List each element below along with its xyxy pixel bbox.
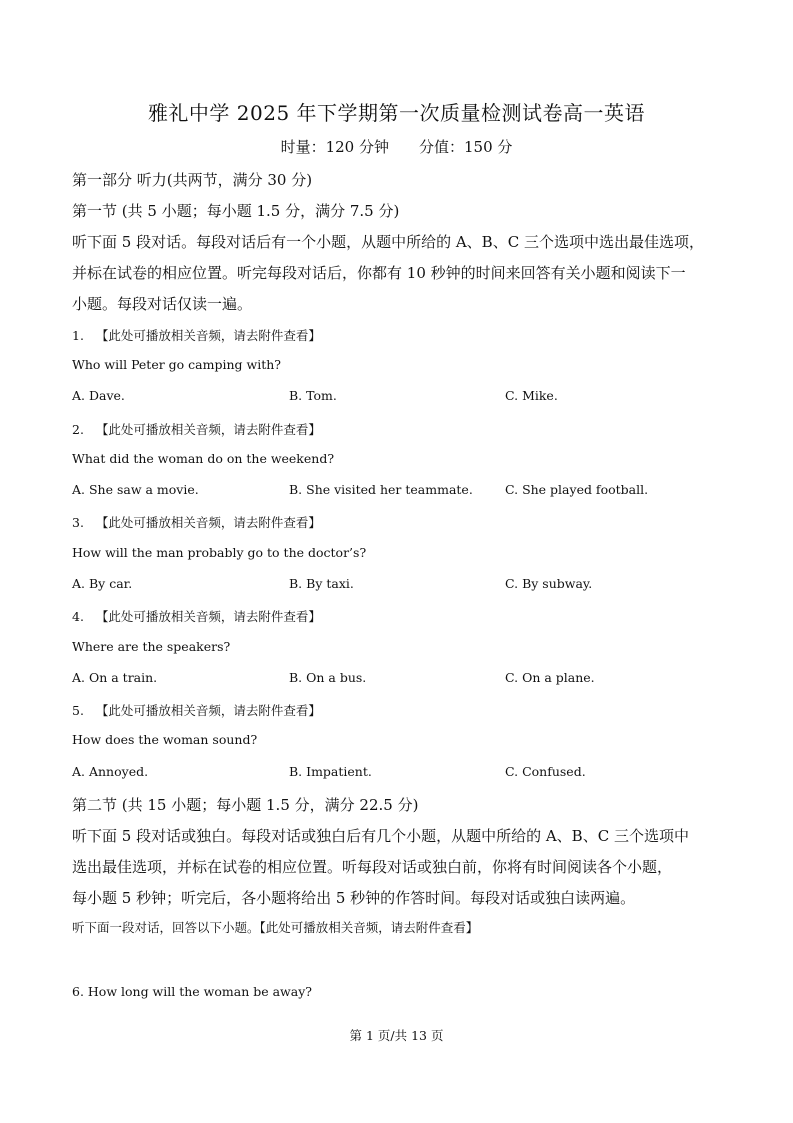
question-2-option-a: A. She saw a movie. (72, 482, 199, 497)
question-4-option-c: C. On a plane. (505, 670, 595, 685)
question-3-text: How will the man probably go to the doctor’s? (72, 545, 367, 560)
question-2-audio[interactable]: 2. 【此处可播放相关音频，请去附件查看】 (72, 422, 321, 437)
section2-instruction-line: 听下面 5 段对话或独白。每段对话或独白后有几个小题，从题中所给的 A、B、C 三个选项中 (72, 827, 689, 845)
question-1-audio[interactable]: 1. 【此处可播放相关音频，请去附件查看】 (72, 328, 321, 343)
question-3-option-a: A. By car. (72, 576, 133, 591)
question-6-text: 6. How long will the woman be away? (72, 984, 312, 999)
question-5-option-b: B. Impatient. (289, 764, 372, 779)
question-2-option-c: C. She played football. (505, 482, 649, 497)
section2-audio-note[interactable]: 听下面一段对话，回答以下小题。【此处可播放相关音频，请去附件查看】 (72, 920, 479, 935)
question-1-option-c: C. Mike. (505, 388, 558, 403)
question-4-option-b: B. On a bus. (289, 670, 367, 685)
question-3-audio[interactable]: 3. 【此处可播放相关音频，请去附件查看】 (72, 515, 321, 530)
question-5-option-c: C. Confused. (505, 764, 586, 779)
question-5-option-a: A. Annoyed. (72, 764, 149, 779)
question-1-option-a: A. Dave. (72, 388, 125, 403)
page-footer: 第 1 页/共 13 页 (349, 1028, 444, 1043)
question-4-audio[interactable]: 4. 【此处可播放相关音频，请去附件查看】 (72, 609, 321, 624)
time-limit: 时量：120 分钟 (280, 138, 389, 156)
question-3-option-c: C. By subway. (505, 576, 593, 591)
section2-instruction-line: 选出最佳选项，并标在试卷的相应位置。听每段对话或独白前，你将有时间阅读各个小题， (72, 858, 673, 876)
question-4-text: Where are the speakers? (72, 639, 231, 654)
section2-instruction-line: 每小题 5 秒钟；听完后，各小题将给出 5 秒钟的作答时间。每段对话或独白读两遍。 (72, 889, 636, 907)
exam-title: 雅礼中学 2025 年下学期第一次质量检测试卷高一英语 (147, 101, 646, 125)
question-4-option-a: A. On a train. (72, 670, 158, 685)
section1-heading: 第一节 (共 5 小题；每小题 1.5 分，满分 7.5 分) (72, 202, 400, 220)
question-2-option-b: B. She visited her teammate. (289, 482, 473, 497)
question-5-audio[interactable]: 5. 【此处可播放相关音频，请去附件查看】 (72, 703, 321, 718)
section1-instruction-line: 听下面 5 段对话。每段对话后有一个小题，从题中所给的 A、B、C 三个选项中选出最佳选项， (72, 233, 704, 251)
exam-meta (0, 136, 793, 157)
section2-heading: 第二节 (共 15 小题；每小题 1.5 分，满分 22.5 分) (72, 796, 419, 814)
section1-instruction-line: 并标在试卷的相应位置。听完每段对话后，你都有 10 秒钟的时间来回答有关小题和阅读下一 (72, 264, 686, 282)
section1-instruction-line: 小题。每段对话仅读一遍。 (72, 295, 253, 313)
part1-heading: 第一部分 听力(共两节，满分 30 分) (72, 171, 313, 189)
total-score: 分值：150 分 (419, 138, 513, 156)
question-2-text: What did the woman do on the weekend? (72, 451, 335, 466)
question-5-text: How does the woman sound? (72, 732, 258, 747)
question-3-option-b: B. By taxi. (289, 576, 354, 591)
question-1-text: Who will Peter go camping with? (72, 357, 281, 372)
question-1-option-b: B. Tom. (289, 388, 337, 403)
